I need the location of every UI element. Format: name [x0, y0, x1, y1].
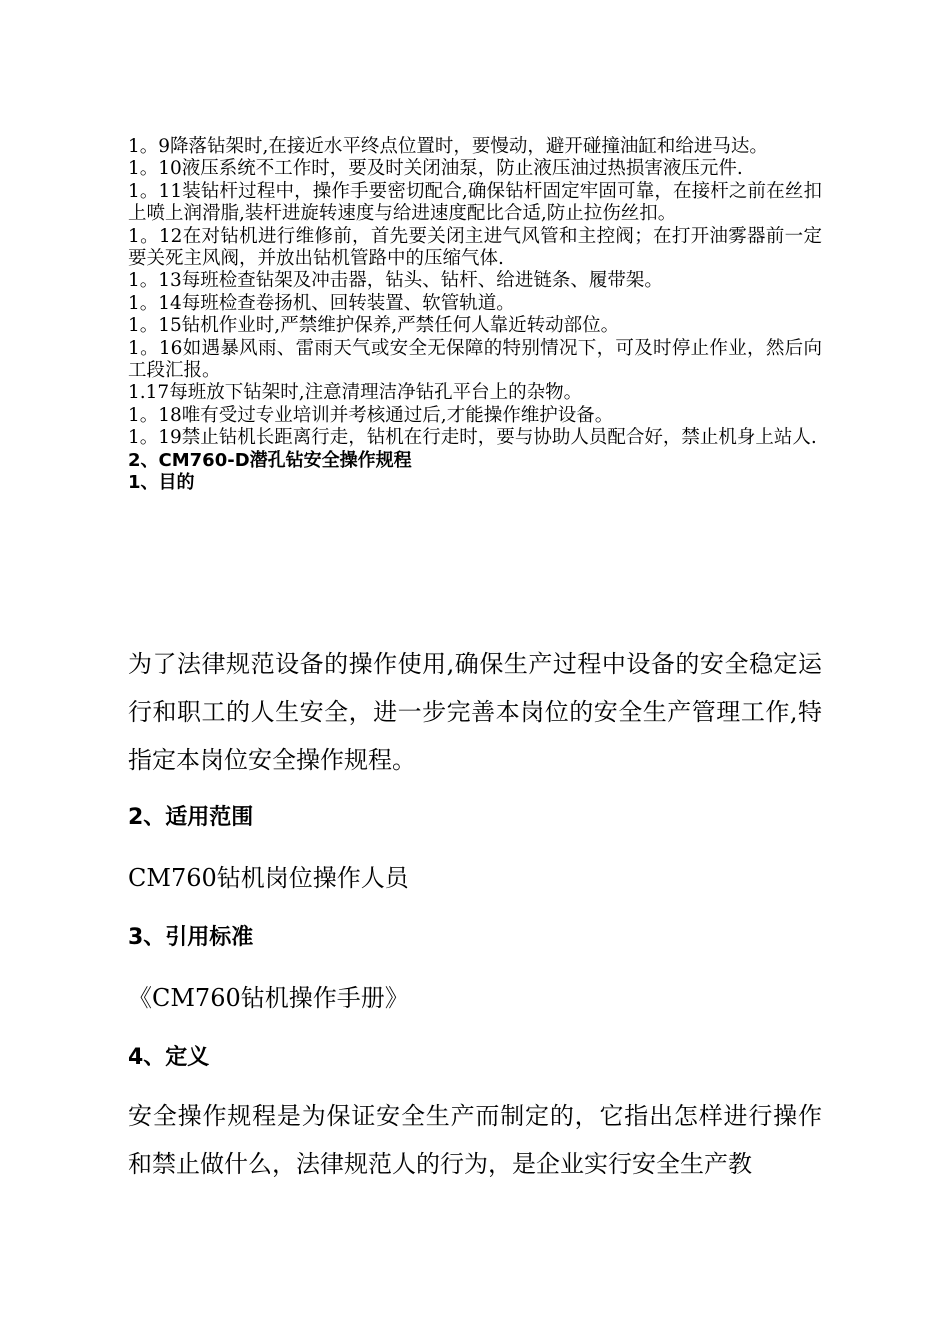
standard-heading: 3、引用标准	[128, 925, 254, 950]
rule-1-15: 1。15钻机作业时,严禁维护保养,严禁任何人靠近转动部位。	[128, 315, 620, 337]
rule-1-17: 1.17每班放下钻架时,注意清理洁净钻孔平台上的杂物。	[128, 382, 583, 404]
purpose-heading: 1、目的	[128, 471, 195, 493]
scope-heading: 2、适用范围	[128, 805, 254, 830]
rule-1-19: 1。19禁止钻机长距离行走，钻机在行走时，要与协助人员配合好，禁止机身上站人.	[128, 427, 817, 449]
rule-1-18: 1。18唯有受过专业培训并考核通过后,才能操作维护设备。	[128, 404, 614, 426]
scope-body: CM760钻机岗位操作人员	[128, 864, 409, 892]
standard-body: 《CM760钻机操作手册》	[128, 984, 409, 1012]
rule-1-10: 1。10液压系统不工作时，要及时关闭油泵，防止液压油过热损害液压元件.	[128, 158, 743, 180]
rule-1-13: 1。13每班检查钻架及冲击器，钻头、钻杆、给进链条、履带架。	[128, 270, 663, 292]
rule-1-12: 1。12在对钻机进行维修前，首先要关闭主进气风管和主控阀；在打开油雾器前一定要关死主风阀，并放出钻机管路中的压缩气体.	[128, 225, 822, 270]
purpose-body: 为了法律规范设备的操作使用,确保生产过程中设备的安全稳定运行和职工的人生安全，进一步完善本岗位的安全生产管理工作,特指定本岗位安全操作规程。	[128, 650, 822, 774]
definition-heading: 4、定义	[128, 1045, 210, 1070]
rule-1-16: 1。16如遇暴风雨、雷雨天气或安全无保障的特别情况下，可及时停止作业，然后向工段汇报。	[128, 337, 822, 382]
definition-body: 安全操作规程是为保证安全生产而制定的，它指出怎样进行操作和禁止做什么，法律规范人的行为，是企业实行安全生产教	[128, 1102, 822, 1178]
rule-1-9: 1。9降落钻架时,在接近水平终点位置时，要慢动，避开碰撞油缸和给进马达。	[128, 136, 768, 157]
rule-1-14: 1。14每班检查卷扬机、回转装置、软管轨道。	[128, 292, 515, 314]
rules-block	[128, 136, 822, 494]
rule-1-11: 1。11装钻杆过程中，操作手要密切配合,确保钻杆固定牢固可靠，在接杆之前在丝扣上喷上润滑脂,装杆进旋转速度与给进速度配比合适,防止拉伤丝扣。	[128, 180, 822, 225]
section-2-title: 2、CM760-D潜孔钻安全操作规程	[128, 449, 412, 471]
